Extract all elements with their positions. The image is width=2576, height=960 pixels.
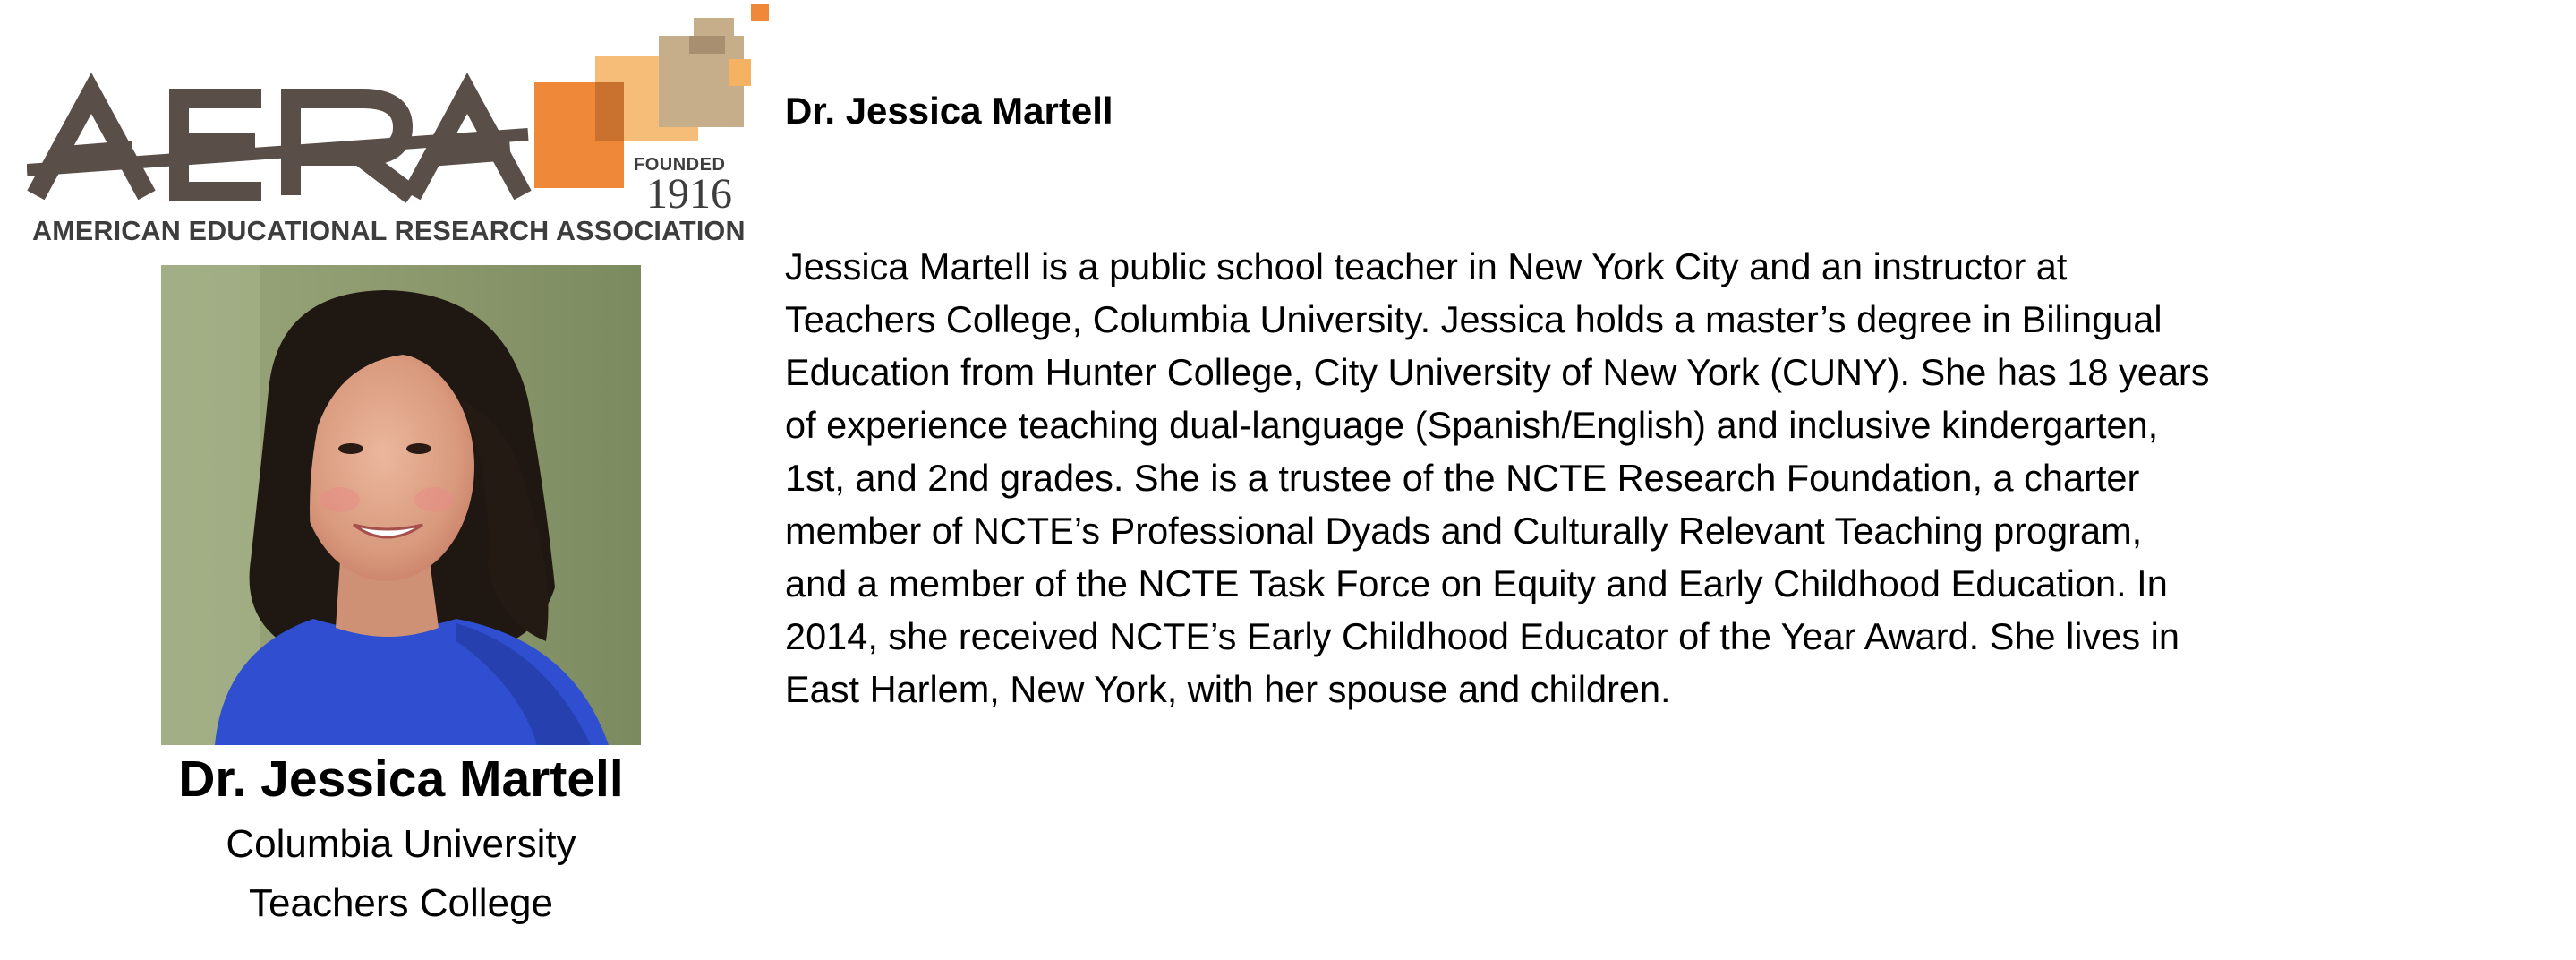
bio-line: Education from Hunter College, City University of New York (CUNY). She has 18 years [785, 351, 2210, 393]
bio-line: East Harlem, New York, with her spouse and children. [785, 668, 1671, 710]
logo-founded-year: 1916 [646, 170, 732, 218]
logo-square-dark-tan [689, 36, 725, 54]
speaker-name-heading: Dr. Jessica Martell [785, 90, 1113, 132]
aera-logo [27, 0, 779, 251]
bio-line: member of NCTE’s Professional Dyads and Culturally Relevant Teaching program, [785, 510, 2143, 552]
aera-logo-graphic [27, 0, 779, 251]
caption-affiliation-line-1: Columbia University [226, 822, 576, 866]
bio-line: Teachers College, Columbia University. Jessica holds a master’s degree in Bilingual [785, 298, 2162, 340]
bio-line: and a member of the NCTE Task Force on Equity and Early Childhood Education. In [785, 562, 2168, 604]
portrait-cheek-right [414, 487, 454, 512]
bio-line: 1st, and 2nd grades. She is a trustee of the NCTE Research Foundation, a charter [785, 457, 2140, 499]
portrait-eye-right [406, 443, 431, 454]
bio-line: 2014, she received NCTE’s Early Childhood Educator of the Year Award. She lives in [785, 615, 2179, 657]
bio-line: of experience teaching dual-language (Spanish/English) and inclusive kindergarten, [785, 404, 2159, 446]
logo-organization-name: AMERICAN EDUCATIONAL RESEARCH ASSOCIATION [32, 216, 746, 246]
logo-square-light-small [729, 59, 751, 86]
photo-caption [90, 743, 712, 933]
portrait-photo [161, 265, 641, 745]
portrait-cheek-left [320, 487, 360, 512]
logo-square-overlap [595, 82, 624, 141]
portrait-illustration [161, 265, 641, 745]
bio-line: Jessica Martell is a public school teacher in New York City and an instructor at [785, 245, 2068, 287]
biography [785, 240, 2486, 716]
caption-affiliation-line-2: Teachers College [249, 881, 553, 925]
aera-wordmark [27, 93, 528, 195]
logo-square-orange-tiny [751, 4, 769, 21]
portrait-eye-left [338, 443, 363, 454]
logo-founded-label: FOUNDED [634, 155, 726, 175]
caption-name: Dr. Jessica Martell [178, 750, 624, 808]
